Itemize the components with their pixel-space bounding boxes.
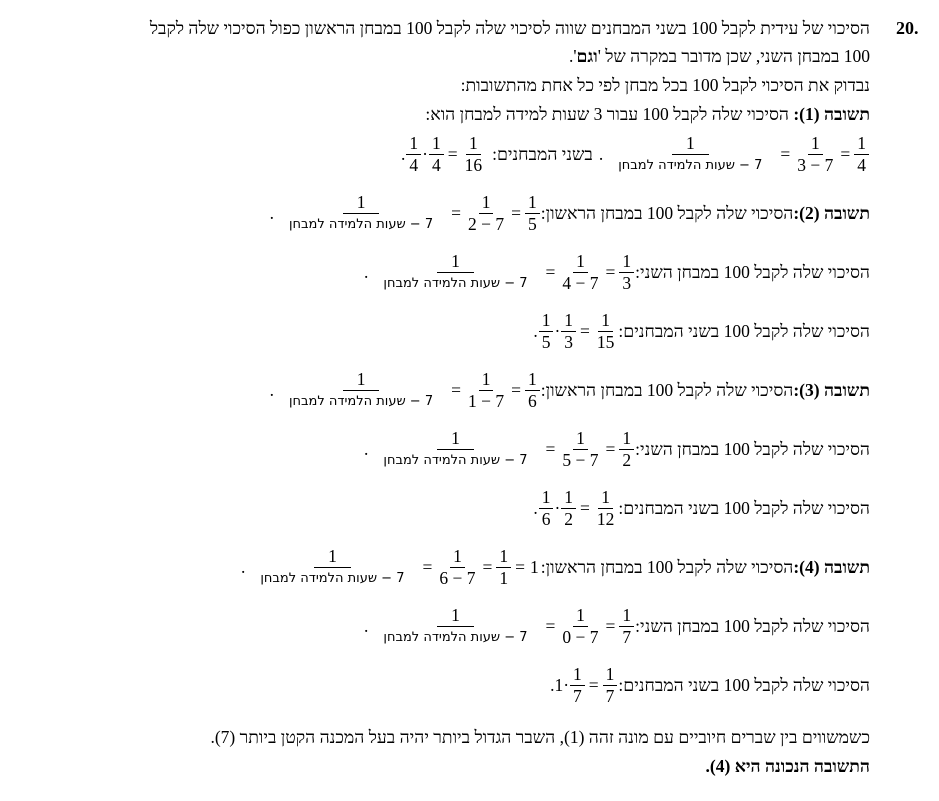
intro-line-2: 100 במבחן השני, שכן מדובר במקרה של 'וגם'. xyxy=(568,46,870,66)
answer-1-formula: $\frac{1}{4}$ = $\frac{1}{7 - 3}$ = $\frac{1}{\text{7 − שעות הלמידה למבחן}}$ . בשני המבחנים: $\frac{1}{16}$ = $\frac{1}{4}$ · $\frac{1}{4}$ . xyxy=(401,133,870,176)
answer-2-second: הסיכוי שלה לקבל 100 במבחן השני: $\frac{1}{3}$ = $\frac{1}{7 - 4}$ = $\frac{1}{\text{7 − שעות הלמידה למבחן}}$ . xyxy=(364,251,870,293)
conclusion-text: כשמשווים בין שברים חיוביים עם מונה זהה (1), השבר הגדול ביותר יהיה בעל המכנה הקטן ביותר (7). xyxy=(210,727,870,747)
intro-line-1: הסיכוי של עידית לקבל 100 בשני המבחנים שווה לסיכוי שלה לקבל 100 במבחן הראשון כפול הסיכוי שלה לקבל xyxy=(149,18,870,38)
answer-3-second: הסיכוי שלה לקבל 100 במבחן השני: $\frac{1}{2}$ = $\frac{1}{7 - 5}$ = $\frac{1}{\text{7 − שעות הלמידה למבחן}}$ . xyxy=(364,428,870,470)
answer-3-first: תשובה (3): הסיכוי שלה לקבל 100 במבחן הראשון: $\frac{1}{6}$ = $\frac{1}{7 - 1}$ = $\frac{1}{\text{7 − שעות הלמידה למבחן}}$ . xyxy=(269,369,870,411)
intro-line-3: נבדוק את הסיכוי לקבל 100 בכל מבחן לפי כל אחת מהתשובות: xyxy=(460,75,870,95)
answer-4-both: הסיכוי שלה לקבל 100 בשני המבחנים: $\frac{1}{7}$ = $\frac{1}{7}$ · 1 . xyxy=(550,664,870,706)
answer-4-first: תשובה (4): הסיכוי שלה לקבל 100 במבחן הראשון: 1 = $\frac{1}{1}$ = $\frac{1}{7 - 6}$ = $\frac{1}{\text{7 − שעות הלמידה למבחן}}$ . xyxy=(241,546,870,588)
answer-2-both: הסיכוי שלה לקבל 100 בשני המבחנים: $\frac{1}{15}$ = $\frac{1}{3}$ · $\frac{1}{5}$ . xyxy=(533,310,870,352)
answer-3-both: הסיכוי שלה לקבל 100 בשני המבחנים: $\frac{1}{12}$ = $\frac{1}{2}$ · $\frac{1}{6}$ . xyxy=(533,487,870,529)
final-answer: התשובה הנכונה היא (4). xyxy=(705,756,870,776)
answer-1-heading: תשובה (1): הסיכוי שלה לקבל 100 עבור 3 שעות למידה למבחן הוא: xyxy=(425,104,870,124)
answer-4-second: הסיכוי שלה לקבל 100 במבחן השני: $\frac{1}{7}$ = $\frac{1}{7 - 0}$ = $\frac{1}{\text{7 − שעות הלמידה למבחן}}$ . xyxy=(364,605,870,647)
question-number: 20. xyxy=(896,18,919,38)
answer-2-first: תשובה (2): הסיכוי שלה לקבל 100 במבחן הראשון: $\frac{1}{5}$ = $\frac{1}{7 - 2}$ = $\frac{1}{\text{7 − שעות הלמידה למבחן}}$ . xyxy=(269,192,870,234)
